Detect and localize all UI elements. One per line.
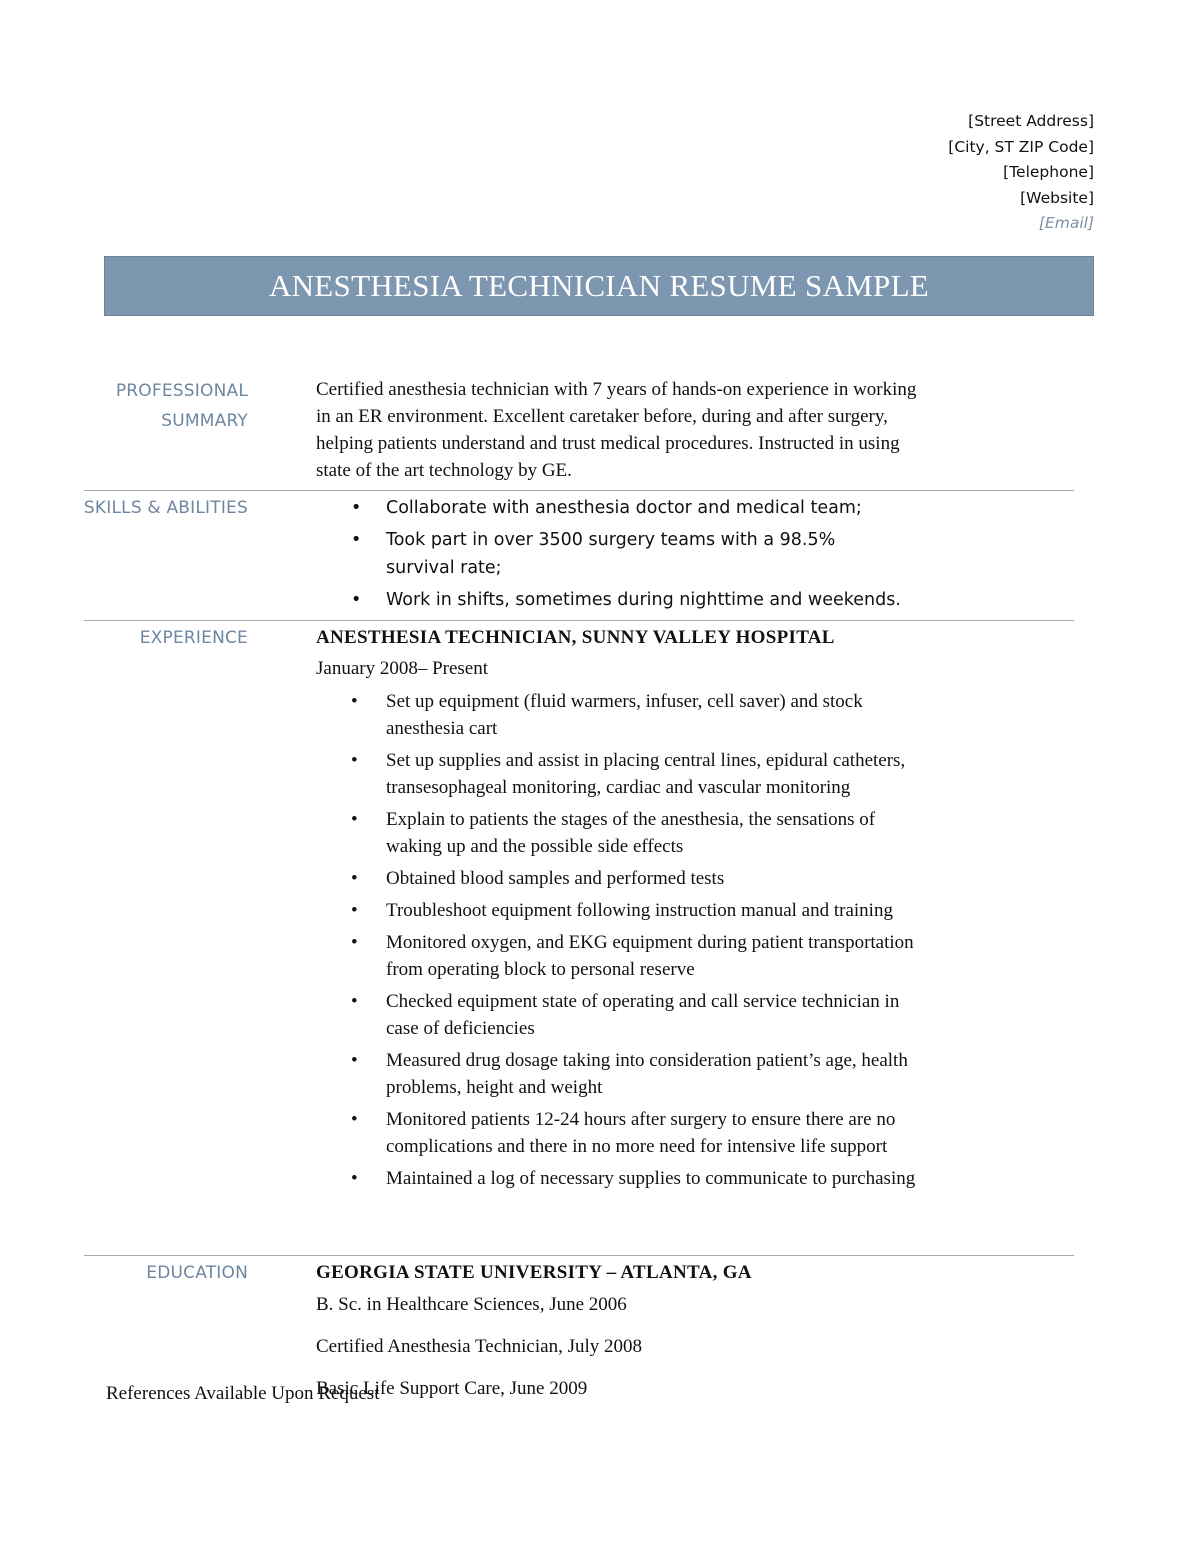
- list-item: • Obtained blood samples and performed tests: [316, 865, 916, 892]
- certification: Certified Anesthesia Technician, July 2008: [316, 1336, 642, 1357]
- title-banner: [104, 256, 1094, 316]
- street-address: [Street Address]: [968, 112, 1094, 130]
- experience-label: EXPERIENCE: [139, 628, 248, 648]
- list-item: • Troubleshoot equipment following instruction manual and training: [316, 897, 916, 924]
- section-divider: [84, 1255, 1074, 1256]
- experience-list: [316, 688, 916, 1192]
- skills-section: [316, 494, 906, 618]
- school-name: GEORGIA STATE UNIVERSITY – ATLANTA, GA: [316, 1262, 752, 1283]
- list-item: • Monitored oxygen, and EKG equipment during patient transportation from operating block to personal reserve: [316, 929, 916, 983]
- education-section: [316, 1259, 752, 1402]
- education-label: EDUCATION: [146, 1263, 248, 1283]
- skills-label: SKILLS & ABILITIES: [83, 498, 248, 518]
- list-item: • Checked equipment state of operating and call service technician in case of deficiencies: [316, 988, 916, 1042]
- job-dates: January 2008– Present: [316, 658, 489, 679]
- job-title: ANESTHESIA TECHNICIAN, SUNNY VALLEY HOSPITAL: [316, 627, 835, 648]
- list-item: • Work in shifts, sometimes during nighttime and weekends.: [316, 586, 906, 614]
- references-note: References Available Upon Request: [106, 1383, 380, 1404]
- contact-block: [948, 109, 1094, 237]
- summary-text: Certified anesthesia technician with 7 years of hands-on experience in working in an ER environment. Excellent caretaker before, during and after surgery, helping patients understand and trust medical procedures. Instructed in using state of the art technology by GE.: [316, 379, 917, 481]
- website: [Website]: [1020, 188, 1094, 207]
- certification: Basic Life Support Care, June 2009: [316, 1378, 588, 1399]
- summary-label: PROFESSIONAL SUMMARY: [115, 381, 248, 431]
- email[interactable]: [Email]: [1038, 214, 1094, 232]
- degree: B. Sc. in Healthcare Sciences, June 2006: [316, 1294, 627, 1315]
- city-zip: [City, ST ZIP Code]: [948, 137, 1094, 156]
- section-divider: [84, 620, 1074, 621]
- list-item: • Collaborate with anesthesia doctor and medical team;: [316, 494, 906, 522]
- skills-list: [316, 494, 906, 614]
- list-item: • Explain to patients the stages of the anesthesia, the sensations of waking up and the possible side effects: [316, 806, 916, 860]
- telephone: [Telephone]: [1003, 163, 1094, 181]
- list-item: • Monitored patients 12-24 hours after surgery to ensure there are no complications and there in no more need for intensive life support: [316, 1106, 916, 1160]
- list-item: • Set up equipment (fluid warmers, infuser, cell saver) and stock anesthesia cart: [316, 688, 916, 742]
- list-item: • Set up supplies and assist in placing central lines, epidural catheters, transesophageal monitoring, cardiac and vascular monitoring: [316, 747, 916, 801]
- experience-section: [316, 624, 916, 1197]
- list-item: • Took part in over 3500 surgery teams with a 98.5% survival rate;: [316, 526, 906, 582]
- page-title: ANESTHESIA TECHNICIAN RESUME SAMPLE: [268, 268, 930, 303]
- section-divider: [84, 490, 1074, 491]
- list-item: • Maintained a log of necessary supplies to communicate to purchasing: [316, 1165, 916, 1192]
- list-item: • Measured drug dosage taking into consideration patient’s age, health problems, height and weight: [316, 1047, 916, 1101]
